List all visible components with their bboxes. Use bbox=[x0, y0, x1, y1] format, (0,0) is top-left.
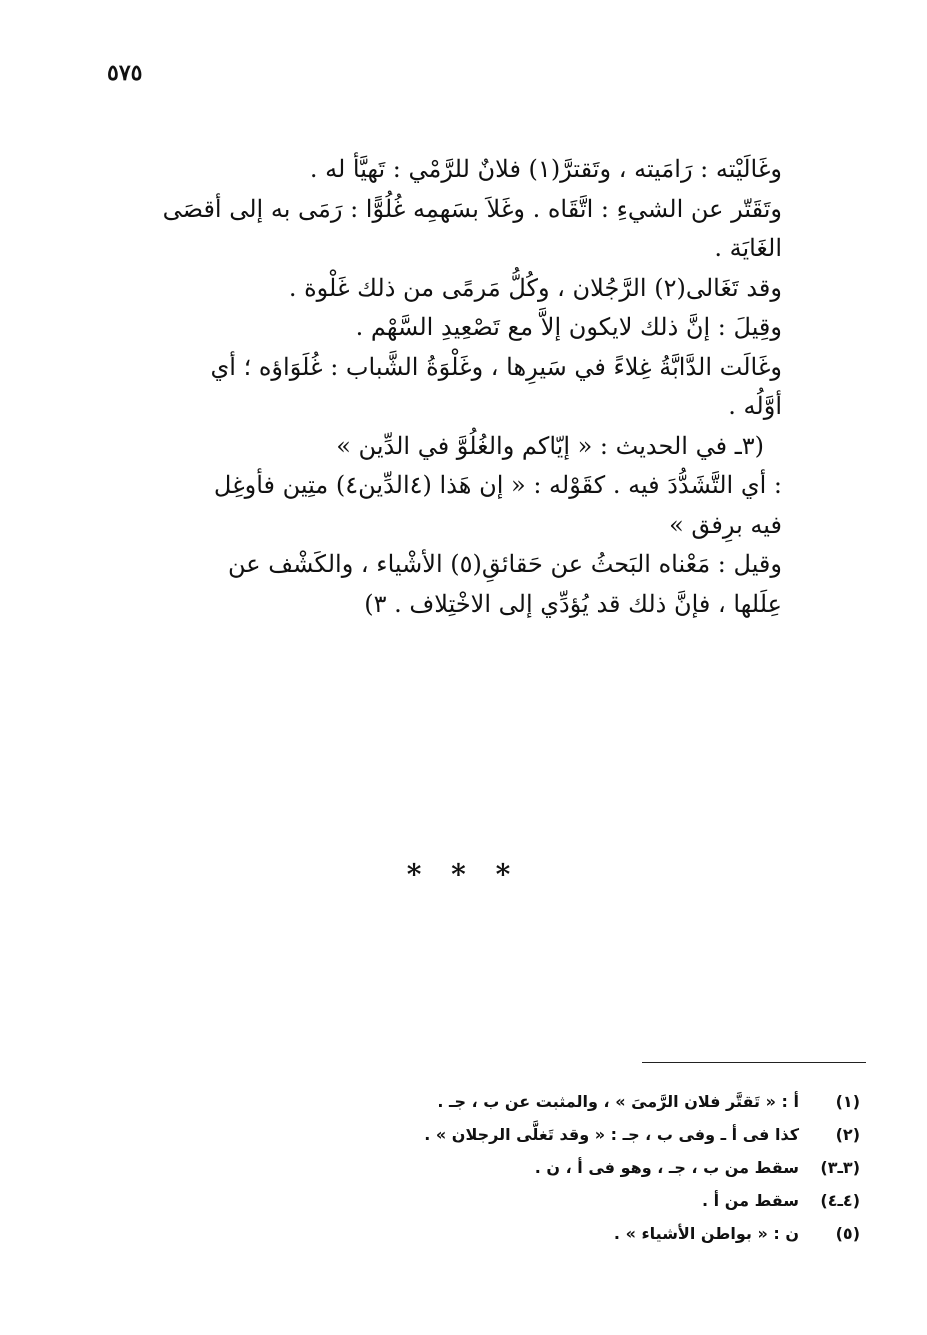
page-number: ٥٧٥ bbox=[107, 60, 143, 86]
footnote-text: سقط من أ . bbox=[702, 1191, 799, 1210]
footnotes bbox=[300, 1085, 860, 1250]
text-line: وغَالَيْته : رَامَيته ، وتَقترَّ(١) فلانٌ للرَّمْي : تَهيَّأ له . bbox=[309, 155, 782, 183]
text-line: فيه برِفق » bbox=[669, 510, 782, 539]
footnote-text: كذا فى أ ـ وفى ب ، جـ : « وقد تَغلَّى الرجلان » . bbox=[424, 1125, 799, 1144]
section-ornament: * * * bbox=[406, 858, 521, 891]
footnote-number: (٤ـ٤) bbox=[820, 1191, 860, 1210]
footnote-number: (٢) bbox=[835, 1125, 860, 1144]
text-line: : أي التَّشَدُّدَ فيه . كقَوْله : « إن هَذا (٤الدِّين٤) متِين فأوغِل bbox=[213, 471, 782, 499]
footnote-item bbox=[300, 1118, 860, 1151]
main-text bbox=[100, 150, 782, 624]
text-line: وغَالَت الدَّابَّةُ غِلاءً في سَيرِها ، وغَلْوَةُ الشَّباب : غُلَوَاؤه ؛ أي bbox=[210, 352, 782, 381]
footnote-number: (١) bbox=[835, 1092, 860, 1111]
footnote-text: ن : « بواطن الأشياء » . bbox=[613, 1224, 799, 1243]
footnote-item bbox=[300, 1217, 860, 1250]
text-line: عِلَلها ، فإنَّ ذلك قد يُؤدِّي إلى الاخْتِلاف . ٣) bbox=[364, 589, 782, 618]
text-line: وقيل : مَعْناه البَحثُ عن حَقائقِ(٥) الأشْياء ، والكَشْف عن bbox=[228, 550, 782, 578]
footnote-number: (٣ـ٣) bbox=[820, 1158, 860, 1177]
footnote-divider bbox=[642, 1062, 866, 1063]
text-line: (٣ـ في الحديث : « إيّاكم والغُلُوَّ في الدِّين » bbox=[336, 431, 764, 460]
footnote-number: (٥) bbox=[835, 1224, 860, 1243]
text-line: وقِيلَ : إنَّ ذلك لايكون إلاَّ مع تَصْعِيدِ السَّهْم . bbox=[355, 313, 782, 341]
footnote-item bbox=[300, 1085, 860, 1118]
footnote-item bbox=[300, 1151, 860, 1184]
text-line: وتَقَتّر عن الشيءِ : اتَّقَاه . وغَلاَ بسَهمِه غُلُوًّا : رَمَى به إلى أقصَى bbox=[162, 194, 782, 223]
footnote-item bbox=[300, 1184, 860, 1217]
footnote-text: أ : « تَقتَّر فلان الرَّمىَ » ، والمثبت عن ب ، جـ . bbox=[437, 1092, 799, 1111]
text-line: أوَّلُه . bbox=[728, 392, 782, 420]
footnote-text: سقط من ب ، جـ ، وهو فى أ ، ن . bbox=[534, 1158, 799, 1177]
text-line: وقد تَغَالى(٢) الرَّجُلان ، وكُلُّ مَرمًى من ذلك غَلْوة . bbox=[288, 273, 782, 302]
text-line: الغَايَة . bbox=[714, 234, 782, 262]
